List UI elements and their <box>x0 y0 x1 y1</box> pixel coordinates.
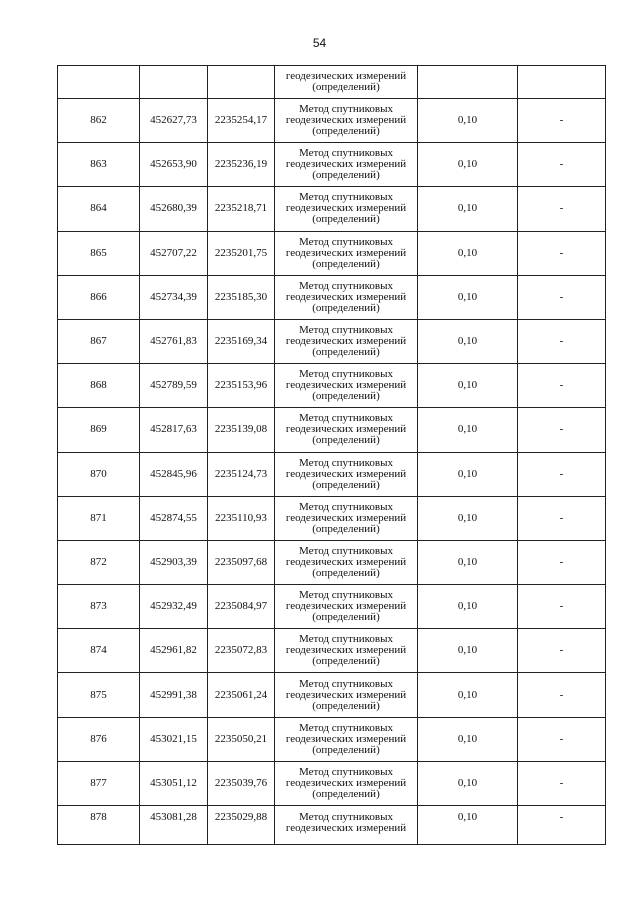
y-coordinate-cell: 2235097,68 <box>208 540 275 584</box>
note-cell: - <box>518 673 606 717</box>
point-number-cell: 872 <box>58 540 140 584</box>
y-coordinate-cell: 2235201,75 <box>208 231 275 275</box>
note-cell: - <box>518 231 606 275</box>
x-coordinate-cell: 452734,39 <box>140 275 208 319</box>
note-cell: - <box>518 143 606 187</box>
x-coordinate-cell: 452961,82 <box>140 629 208 673</box>
method-line: геодезических измерений <box>285 423 407 436</box>
y-coordinate-cell: 2235029,88 <box>208 806 275 845</box>
method-cell <box>275 585 418 629</box>
point-number-cell: 869 <box>58 408 140 452</box>
method-line: Метод спутниковых <box>299 147 393 160</box>
point-number-cell: 862 <box>58 99 140 143</box>
method-line: Метод спутниковых <box>299 103 393 116</box>
method-line: (определений) <box>312 434 380 447</box>
method-cell <box>275 806 418 845</box>
method-line: (определений) <box>312 390 380 403</box>
accuracy-cell: 0,10 <box>418 806 518 845</box>
method-line: (определений) <box>312 169 380 182</box>
method-line: геодезических измерений <box>285 555 407 568</box>
y-coordinate-cell: 2235236,19 <box>208 143 275 187</box>
accuracy-cell: 0,10 <box>418 629 518 673</box>
y-coordinate-cell: 2235218,71 <box>208 187 275 231</box>
method-cell <box>275 673 418 717</box>
y-coordinate-cell: 2235072,83 <box>208 629 275 673</box>
method-line: геодезических измерений <box>285 688 407 701</box>
method-line: (определений) <box>312 699 380 712</box>
method-line: Метод спутниковых <box>299 456 393 469</box>
x-coordinate-cell: 453081,28 <box>140 806 208 845</box>
method-line: Метод спутниковых <box>299 677 393 690</box>
accuracy-cell <box>418 66 518 99</box>
x-coordinate-cell: 453021,15 <box>140 717 208 761</box>
method-cell <box>275 761 418 805</box>
note-cell: - <box>518 761 606 805</box>
method-line: (определений) <box>312 743 380 756</box>
y-coordinate-cell: 2235110,93 <box>208 496 275 540</box>
x-coordinate-cell: 452680,39 <box>140 187 208 231</box>
method-cell <box>275 143 418 187</box>
y-coordinate-cell: 2235050,21 <box>208 717 275 761</box>
y-coordinate-cell: 2235084,97 <box>208 585 275 629</box>
method-line: (определений) <box>312 346 380 359</box>
method-line: Метод спутниковых <box>299 324 393 337</box>
y-coordinate-cell: 2235039,76 <box>208 761 275 805</box>
note-cell: - <box>518 806 606 845</box>
point-number-cell: 870 <box>58 452 140 496</box>
accuracy-cell: 0,10 <box>418 673 518 717</box>
method-cell <box>275 66 418 99</box>
note-cell: - <box>518 275 606 319</box>
accuracy-cell: 0,10 <box>418 452 518 496</box>
y-coordinate-cell: 2235169,34 <box>208 319 275 363</box>
x-coordinate-cell: 452817,63 <box>140 408 208 452</box>
x-coordinate-cell: 452991,38 <box>140 673 208 717</box>
accuracy-cell: 0,10 <box>418 585 518 629</box>
note-cell: - <box>518 496 606 540</box>
method-line: (определений) <box>312 478 380 491</box>
y-coordinate-cell <box>208 66 275 99</box>
table-row <box>58 452 606 496</box>
accuracy-cell: 0,10 <box>418 364 518 408</box>
accuracy-cell: 0,10 <box>418 496 518 540</box>
method-line: Метод спутниковых <box>299 589 393 602</box>
method-cell <box>275 364 418 408</box>
method-line: геодезических измерений <box>285 290 407 303</box>
method-line: (определений) <box>312 213 380 226</box>
x-coordinate-cell: 452653,90 <box>140 143 208 187</box>
method-line: Метод спутниковых <box>299 544 393 557</box>
method-line: геодезических измерений <box>285 776 407 789</box>
accuracy-cell: 0,10 <box>418 761 518 805</box>
table-row <box>58 187 606 231</box>
point-number-cell: 866 <box>58 275 140 319</box>
method-line: Метод спутниковых <box>299 811 393 823</box>
note-cell: - <box>518 187 606 231</box>
method-line: геодезических измерений <box>285 644 407 657</box>
method-line: геодезических измерений <box>285 114 407 127</box>
table-row <box>58 231 606 275</box>
point-number-cell: 878 <box>58 806 140 845</box>
method-cell <box>275 275 418 319</box>
method-line: (определений) <box>312 522 380 535</box>
note-cell <box>518 66 606 99</box>
point-number-cell: 865 <box>58 231 140 275</box>
point-number-cell: 867 <box>58 319 140 363</box>
x-coordinate-cell: 452627,73 <box>140 99 208 143</box>
method-line: (определений) <box>312 81 380 93</box>
method-line: геодезических измерений <box>285 467 407 480</box>
table-row <box>58 99 606 143</box>
method-line: Метод спутниковых <box>299 412 393 425</box>
x-coordinate-cell: 452903,39 <box>140 540 208 584</box>
method-cell <box>275 187 418 231</box>
method-cell <box>275 408 418 452</box>
x-coordinate-cell: 452789,59 <box>140 364 208 408</box>
method-line: (определений) <box>312 655 380 668</box>
accuracy-cell: 0,10 <box>418 187 518 231</box>
method-line: геодезических измерений <box>285 158 407 171</box>
accuracy-cell: 0,10 <box>418 99 518 143</box>
point-number-cell: 863 <box>58 143 140 187</box>
x-coordinate-cell: 452761,83 <box>140 319 208 363</box>
point-number-cell: 868 <box>58 364 140 408</box>
point-number-cell: 864 <box>58 187 140 231</box>
accuracy-cell: 0,10 <box>418 319 518 363</box>
accuracy-cell: 0,10 <box>418 717 518 761</box>
method-cell <box>275 99 418 143</box>
y-coordinate-cell: 2235254,17 <box>208 99 275 143</box>
method-line: геодезических измерений <box>285 600 407 613</box>
method-line: (определений) <box>312 125 380 138</box>
note-cell: - <box>518 540 606 584</box>
y-coordinate-cell: 2235124,73 <box>208 452 275 496</box>
note-cell: - <box>518 319 606 363</box>
x-coordinate-cell: 452707,22 <box>140 231 208 275</box>
accuracy-cell: 0,10 <box>418 408 518 452</box>
method-cell <box>275 717 418 761</box>
note-cell: - <box>518 629 606 673</box>
point-number-cell: 873 <box>58 585 140 629</box>
accuracy-cell: 0,10 <box>418 143 518 187</box>
x-coordinate-cell: 452874,55 <box>140 496 208 540</box>
continuation-row <box>58 66 606 99</box>
table-body <box>58 66 606 845</box>
table-row <box>58 540 606 584</box>
note-cell: - <box>518 585 606 629</box>
accuracy-cell: 0,10 <box>418 231 518 275</box>
accuracy-cell: 0,10 <box>418 275 518 319</box>
point-number-cell: 877 <box>58 761 140 805</box>
accuracy-cell: 0,10 <box>418 540 518 584</box>
table-row <box>58 629 606 673</box>
method-cell <box>275 540 418 584</box>
x-coordinate-cell: 452932,49 <box>140 585 208 629</box>
method-line: Метод спутниковых <box>299 633 393 646</box>
method-line: Метод спутниковых <box>299 279 393 292</box>
method-line: Метод спутниковых <box>299 500 393 513</box>
note-cell: - <box>518 408 606 452</box>
table-row <box>58 673 606 717</box>
x-coordinate-cell: 453051,12 <box>140 761 208 805</box>
method-line: геодезических измерений <box>285 70 407 82</box>
page-number: 54 <box>312 36 327 50</box>
method-line: геодезических измерений <box>285 732 407 745</box>
method-line: (определений) <box>312 787 380 800</box>
y-coordinate-cell: 2235139,08 <box>208 408 275 452</box>
method-line: Метод спутниковых <box>299 191 393 204</box>
point-number-cell: 876 <box>58 717 140 761</box>
table-row <box>58 319 606 363</box>
method-cell <box>275 496 418 540</box>
method-line: геодезических измерений <box>285 335 407 348</box>
point-number-cell: 874 <box>58 629 140 673</box>
note-cell: - <box>518 717 606 761</box>
method-line: (определений) <box>312 301 380 314</box>
point-number-cell <box>58 66 140 99</box>
method-line: геодезических измерений <box>285 202 407 215</box>
method-line: геодезических измерений <box>285 822 407 834</box>
method-line: геодезических измерений <box>285 379 407 392</box>
note-cell: - <box>518 452 606 496</box>
x-coordinate-cell: 452845,96 <box>140 452 208 496</box>
table-row <box>58 806 606 845</box>
method-line: Метод спутниковых <box>299 721 393 734</box>
table-row <box>58 143 606 187</box>
table-row <box>58 275 606 319</box>
method-cell <box>275 231 418 275</box>
method-line: (определений) <box>312 566 380 579</box>
point-number-cell: 875 <box>58 673 140 717</box>
table-row <box>58 408 606 452</box>
table-row <box>58 585 606 629</box>
coordinates-table <box>57 65 606 845</box>
y-coordinate-cell: 2235153,96 <box>208 364 275 408</box>
point-number-cell: 871 <box>58 496 140 540</box>
method-cell <box>275 452 418 496</box>
y-coordinate-cell: 2235185,30 <box>208 275 275 319</box>
x-coordinate-cell <box>140 66 208 99</box>
method-line: Метод спутниковых <box>299 368 393 381</box>
table-row <box>58 364 606 408</box>
note-cell: - <box>518 99 606 143</box>
table-row <box>58 496 606 540</box>
method-cell <box>275 319 418 363</box>
method-line: Метод спутниковых <box>299 235 393 248</box>
method-line: (определений) <box>312 611 380 624</box>
method-line: геодезических измерений <box>285 511 407 524</box>
y-coordinate-cell: 2235061,24 <box>208 673 275 717</box>
table-row <box>58 717 606 761</box>
table-row <box>58 761 606 805</box>
method-line: (определений) <box>312 257 380 270</box>
note-cell: - <box>518 364 606 408</box>
method-line: геодезических измерений <box>285 246 407 259</box>
method-cell <box>275 629 418 673</box>
method-line: Метод спутниковых <box>299 765 393 778</box>
